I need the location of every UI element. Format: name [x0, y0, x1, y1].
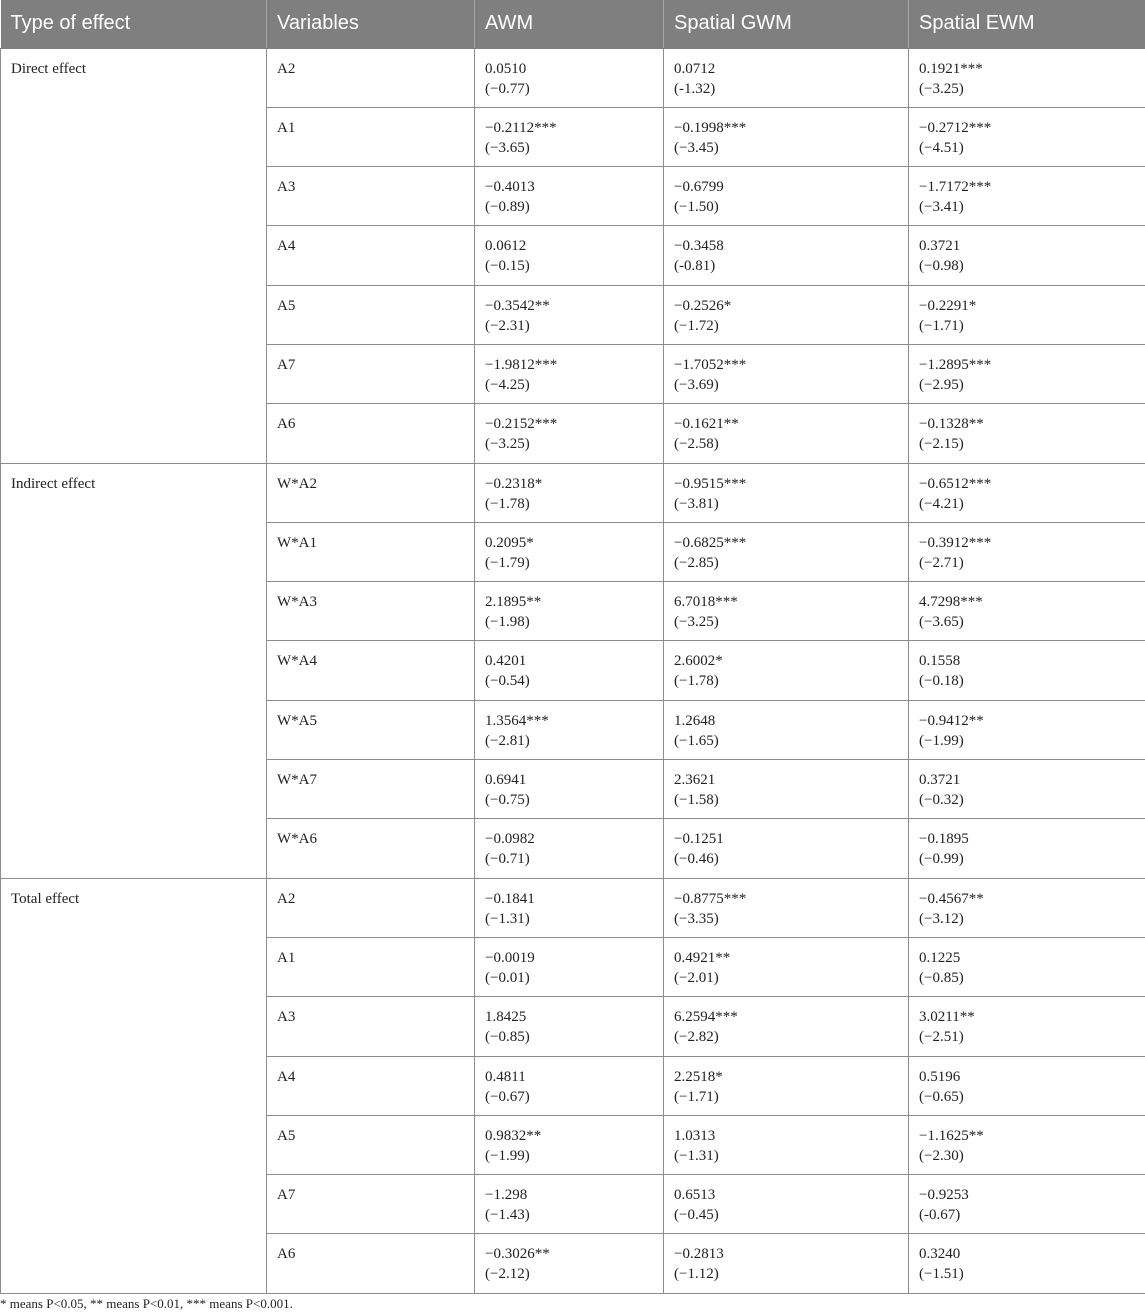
- ewm-cell: [909, 1056, 1145, 1115]
- awm-cell: [475, 285, 664, 344]
- ewm-coefficient: 4.7298***: [919, 594, 983, 611]
- ewm-coefficient: −0.1895: [919, 831, 969, 848]
- awm-cell: [475, 819, 664, 878]
- awm-coefficient: 0.9832**: [485, 1127, 542, 1144]
- awm-cell: [475, 1175, 664, 1234]
- awm-t-statistic: (−1.98): [485, 614, 530, 631]
- awm-cell: [475, 167, 664, 226]
- ewm-cell: [909, 641, 1145, 700]
- gwm-cell: [664, 1234, 909, 1293]
- awm-t-statistic: (−0.89): [485, 199, 530, 216]
- awm-t-statistic: (−1.78): [485, 495, 530, 512]
- ewm-t-statistic: (−3.65): [919, 614, 964, 631]
- awm-cell: [475, 344, 664, 403]
- ewm-coefficient: −0.9253: [919, 1187, 969, 1204]
- awm-coefficient: 1.3564***: [485, 712, 549, 729]
- ewm-coefficient: 0.5196: [919, 1068, 961, 1085]
- ewm-cell: [909, 760, 1145, 819]
- gwm-coefficient: 0.0712: [674, 60, 716, 77]
- ewm-t-statistic: (−2.95): [919, 376, 964, 393]
- awm-cell: [475, 404, 664, 463]
- header-type-of-effect: Type of effect: [1, 0, 267, 48]
- gwm-coefficient: 0.6513: [674, 1187, 716, 1204]
- ewm-t-statistic: (−3.41): [919, 199, 964, 216]
- awm-t-statistic: (−1.31): [485, 910, 530, 927]
- awm-cell: [475, 760, 664, 819]
- table-header: [1, 0, 1145, 48]
- ewm-t-statistic: (−0.32): [919, 792, 964, 809]
- gwm-cell: [664, 1056, 909, 1115]
- awm-cell: [475, 582, 664, 641]
- awm-coefficient: −0.0982: [485, 831, 535, 848]
- awm-cell: [475, 1234, 664, 1293]
- ewm-coefficient: −1.2895***: [919, 356, 992, 373]
- ewm-coefficient: −0.2291*: [919, 297, 977, 314]
- gwm-coefficient: 0.4921**: [674, 949, 731, 966]
- gwm-cell: [664, 700, 909, 759]
- ewm-coefficient: −1.7172***: [919, 179, 992, 196]
- table-body: [1, 48, 1145, 1293]
- gwm-t-statistic: (−3.81): [674, 495, 719, 512]
- awm-cell: [475, 937, 664, 996]
- header-awm: AWM: [475, 0, 664, 48]
- ewm-t-statistic: (−1.51): [919, 1266, 964, 1283]
- gwm-coefficient: 1.2648: [674, 712, 716, 729]
- gwm-t-statistic: (−2.82): [674, 1029, 719, 1046]
- ewm-cell: [909, 1115, 1145, 1174]
- gwm-coefficient: −0.6799: [674, 179, 724, 196]
- variable-cell: A5: [267, 285, 475, 344]
- gwm-t-statistic: (−1.50): [674, 199, 719, 216]
- awm-t-statistic: (−2.31): [485, 317, 530, 334]
- ewm-coefficient: −0.9412**: [919, 712, 984, 729]
- variable-cell: W*A4: [267, 641, 475, 700]
- awm-t-statistic: (−0.71): [485, 851, 530, 868]
- awm-t-statistic: (−3.65): [485, 139, 530, 156]
- variable-cell: A1: [267, 937, 475, 996]
- gwm-cell: [664, 878, 909, 937]
- awm-cell: [475, 700, 664, 759]
- gwm-t-statistic: (-0.81): [674, 258, 716, 275]
- awm-coefficient: −1.9812***: [485, 356, 558, 373]
- ewm-cell: [909, 463, 1145, 522]
- ewm-t-statistic: (−1.71): [919, 317, 964, 334]
- awm-coefficient: −1.298: [485, 1187, 528, 1204]
- ewm-t-statistic: (−2.71): [919, 554, 964, 571]
- ewm-t-statistic: (-0.67): [919, 1207, 961, 1224]
- awm-t-statistic: (−2.81): [485, 732, 530, 749]
- awm-coefficient: −0.4013: [485, 179, 535, 196]
- table-row: [1, 878, 1145, 937]
- ewm-coefficient: 0.3240: [919, 1246, 961, 1263]
- gwm-coefficient: 2.2518*: [674, 1068, 723, 1085]
- awm-coefficient: 1.8425: [485, 1009, 527, 1026]
- ewm-coefficient: −0.2712***: [919, 119, 992, 136]
- ewm-t-statistic: (−3.25): [919, 80, 964, 97]
- variable-cell: A2: [267, 878, 475, 937]
- awm-coefficient: 2.1895**: [485, 594, 542, 611]
- gwm-coefficient: 6.2594***: [674, 1009, 738, 1026]
- gwm-t-statistic: (−2.01): [674, 969, 719, 986]
- gwm-cell: [664, 107, 909, 166]
- awm-cell: [475, 997, 664, 1056]
- awm-t-statistic: (−0.01): [485, 969, 530, 986]
- variable-cell: W*A5: [267, 700, 475, 759]
- awm-coefficient: 0.0612: [485, 238, 527, 255]
- gwm-cell: [664, 997, 909, 1056]
- ewm-cell: [909, 582, 1145, 641]
- gwm-t-statistic: (−0.45): [674, 1207, 719, 1224]
- awm-coefficient: −0.1841: [485, 890, 535, 907]
- awm-coefficient: −0.3542**: [485, 297, 550, 314]
- variable-cell: W*A2: [267, 463, 475, 522]
- ewm-coefficient: −0.6512***: [919, 475, 992, 492]
- awm-coefficient: 0.4811: [485, 1068, 526, 1085]
- table-footnote: * means P<0.05, ** means P<0.01, *** means P<0.001.: [0, 1296, 293, 1311]
- effect-type-cell: Total effect: [1, 878, 267, 1293]
- ewm-cell: [909, 344, 1145, 403]
- gwm-cell: [664, 819, 909, 878]
- variable-cell: W*A7: [267, 760, 475, 819]
- table-row: [1, 463, 1145, 522]
- awm-t-statistic: (−4.25): [485, 376, 530, 393]
- awm-cell: [475, 48, 664, 107]
- ewm-t-statistic: (−0.85): [919, 969, 964, 986]
- ewm-cell: [909, 48, 1145, 107]
- gwm-t-statistic: (−1.72): [674, 317, 719, 334]
- gwm-t-statistic: (−2.85): [674, 554, 719, 571]
- gwm-t-statistic: (−0.46): [674, 851, 719, 868]
- awm-cell: [475, 641, 664, 700]
- ewm-coefficient: 0.1558: [919, 653, 961, 670]
- gwm-cell: [664, 285, 909, 344]
- gwm-cell: [664, 344, 909, 403]
- ewm-t-statistic: (−0.18): [919, 673, 964, 690]
- gwm-cell: [664, 522, 909, 581]
- variable-cell: A7: [267, 344, 475, 403]
- awm-t-statistic: (−0.77): [485, 80, 530, 97]
- table-row: [1, 48, 1145, 107]
- gwm-coefficient: −0.6825***: [674, 534, 747, 551]
- gwm-coefficient: −0.1621**: [674, 416, 739, 433]
- gwm-coefficient: −0.9515***: [674, 475, 747, 492]
- ewm-coefficient: 0.3721: [919, 238, 961, 255]
- gwm-coefficient: −0.3458: [674, 238, 724, 255]
- variable-cell: A3: [267, 167, 475, 226]
- awm-coefficient: 0.2095*: [485, 534, 534, 551]
- ewm-coefficient: −1.1625**: [919, 1127, 984, 1144]
- variable-cell: A5: [267, 1115, 475, 1174]
- ewm-cell: [909, 1175, 1145, 1234]
- awm-coefficient: −0.3026**: [485, 1246, 550, 1263]
- variable-cell: A4: [267, 1056, 475, 1115]
- gwm-cell: [664, 463, 909, 522]
- ewm-cell: [909, 522, 1145, 581]
- ewm-cell: [909, 700, 1145, 759]
- header-spatial-gwm: Spatial GWM: [664, 0, 909, 48]
- ewm-cell: [909, 107, 1145, 166]
- gwm-cell: [664, 641, 909, 700]
- awm-t-statistic: (−0.15): [485, 258, 530, 275]
- effect-type-cell: Direct effect: [1, 48, 267, 463]
- gwm-t-statistic: (−1.71): [674, 1088, 719, 1105]
- ewm-cell: [909, 1234, 1145, 1293]
- awm-coefficient: 0.6941: [485, 772, 527, 789]
- variable-cell: A6: [267, 404, 475, 463]
- gwm-coefficient: −0.1998***: [674, 119, 747, 136]
- variable-cell: A4: [267, 226, 475, 285]
- awm-coefficient: 0.4201: [485, 653, 527, 670]
- ewm-t-statistic: (−1.99): [919, 732, 964, 749]
- gwm-t-statistic: (−1.65): [674, 732, 719, 749]
- gwm-coefficient: 6.7018***: [674, 594, 738, 611]
- ewm-t-statistic: (−0.98): [919, 258, 964, 275]
- variable-cell: A3: [267, 997, 475, 1056]
- ewm-coefficient: 3.0211**: [919, 1009, 975, 1026]
- awm-t-statistic: (−1.99): [485, 1147, 530, 1164]
- ewm-t-statistic: (−2.15): [919, 436, 964, 453]
- gwm-coefficient: −0.2526*: [674, 297, 732, 314]
- gwm-cell: [664, 404, 909, 463]
- variable-cell: A2: [267, 48, 475, 107]
- awm-cell: [475, 107, 664, 166]
- ewm-cell: [909, 819, 1145, 878]
- variable-cell: W*A3: [267, 582, 475, 641]
- ewm-t-statistic: (−0.99): [919, 851, 964, 868]
- awm-cell: [475, 226, 664, 285]
- gwm-t-statistic: (−1.12): [674, 1266, 719, 1283]
- gwm-t-statistic: (−3.25): [674, 614, 719, 631]
- gwm-t-statistic: (−3.35): [674, 910, 719, 927]
- gwm-t-statistic: (−1.31): [674, 1147, 719, 1164]
- gwm-coefficient: 1.0313: [674, 1127, 716, 1144]
- gwm-coefficient: −1.7052***: [674, 356, 747, 373]
- gwm-cell: [664, 226, 909, 285]
- effect-type-cell: Indirect effect: [1, 463, 267, 878]
- gwm-coefficient: 2.6002*: [674, 653, 723, 670]
- ewm-cell: [909, 878, 1145, 937]
- awm-coefficient: −0.2318*: [485, 475, 543, 492]
- awm-t-statistic: (−0.67): [485, 1088, 530, 1105]
- ewm-t-statistic: (−4.21): [919, 495, 964, 512]
- variable-cell: W*A6: [267, 819, 475, 878]
- ewm-cell: [909, 997, 1145, 1056]
- gwm-cell: [664, 48, 909, 107]
- awm-coefficient: −0.0019: [485, 949, 535, 966]
- awm-t-statistic: (−2.12): [485, 1266, 530, 1283]
- awm-t-statistic: (−0.75): [485, 792, 530, 809]
- gwm-cell: [664, 167, 909, 226]
- ewm-cell: [909, 226, 1145, 285]
- header-spatial-ewm: Spatial EWM: [909, 0, 1145, 48]
- ewm-coefficient: 0.1921***: [919, 60, 983, 77]
- gwm-coefficient: −0.2813: [674, 1246, 724, 1263]
- variable-cell: W*A1: [267, 522, 475, 581]
- awm-t-statistic: (−0.85): [485, 1029, 530, 1046]
- variable-cell: A6: [267, 1234, 475, 1293]
- ewm-cell: [909, 404, 1145, 463]
- ewm-coefficient: −0.1328**: [919, 416, 984, 433]
- ewm-coefficient: 0.3721: [919, 772, 961, 789]
- awm-cell: [475, 1115, 664, 1174]
- gwm-t-statistic: (−3.69): [674, 376, 719, 393]
- gwm-t-statistic: (−3.45): [674, 139, 719, 156]
- awm-t-statistic: (−1.79): [485, 554, 530, 571]
- header-variables: Variables: [267, 0, 475, 48]
- variable-cell: A7: [267, 1175, 475, 1234]
- gwm-t-statistic: (-1.32): [674, 80, 716, 97]
- ewm-cell: [909, 167, 1145, 226]
- ewm-t-statistic: (−0.65): [919, 1088, 964, 1105]
- gwm-cell: [664, 1175, 909, 1234]
- awm-t-statistic: (−3.25): [485, 436, 530, 453]
- ewm-t-statistic: (−3.12): [919, 910, 964, 927]
- gwm-cell: [664, 937, 909, 996]
- gwm-cell: [664, 760, 909, 819]
- ewm-coefficient: 0.1225: [919, 949, 961, 966]
- ewm-cell: [909, 285, 1145, 344]
- variable-cell: A1: [267, 107, 475, 166]
- awm-t-statistic: (−0.54): [485, 673, 530, 690]
- ewm-coefficient: −0.4567**: [919, 890, 984, 907]
- gwm-cell: [664, 1115, 909, 1174]
- ewm-t-statistic: (−2.51): [919, 1029, 964, 1046]
- ewm-t-statistic: (−2.30): [919, 1147, 964, 1164]
- gwm-coefficient: −0.1251: [674, 831, 724, 848]
- ewm-coefficient: −0.3912***: [919, 534, 992, 551]
- awm-t-statistic: (−1.43): [485, 1207, 530, 1224]
- awm-cell: [475, 463, 664, 522]
- gwm-coefficient: 2.3621: [674, 772, 716, 789]
- gwm-cell: [664, 582, 909, 641]
- awm-cell: [475, 522, 664, 581]
- awm-cell: [475, 878, 664, 937]
- awm-cell: [475, 1056, 664, 1115]
- gwm-t-statistic: (−1.78): [674, 673, 719, 690]
- ewm-cell: [909, 937, 1145, 996]
- gwm-coefficient: −0.8775***: [674, 890, 747, 907]
- awm-coefficient: −0.2152***: [485, 416, 558, 433]
- awm-coefficient: −0.2112***: [485, 119, 557, 136]
- ewm-t-statistic: (−4.51): [919, 139, 964, 156]
- awm-coefficient: 0.0510: [485, 60, 527, 77]
- gwm-t-statistic: (−1.58): [674, 792, 719, 809]
- gwm-t-statistic: (−2.58): [674, 436, 719, 453]
